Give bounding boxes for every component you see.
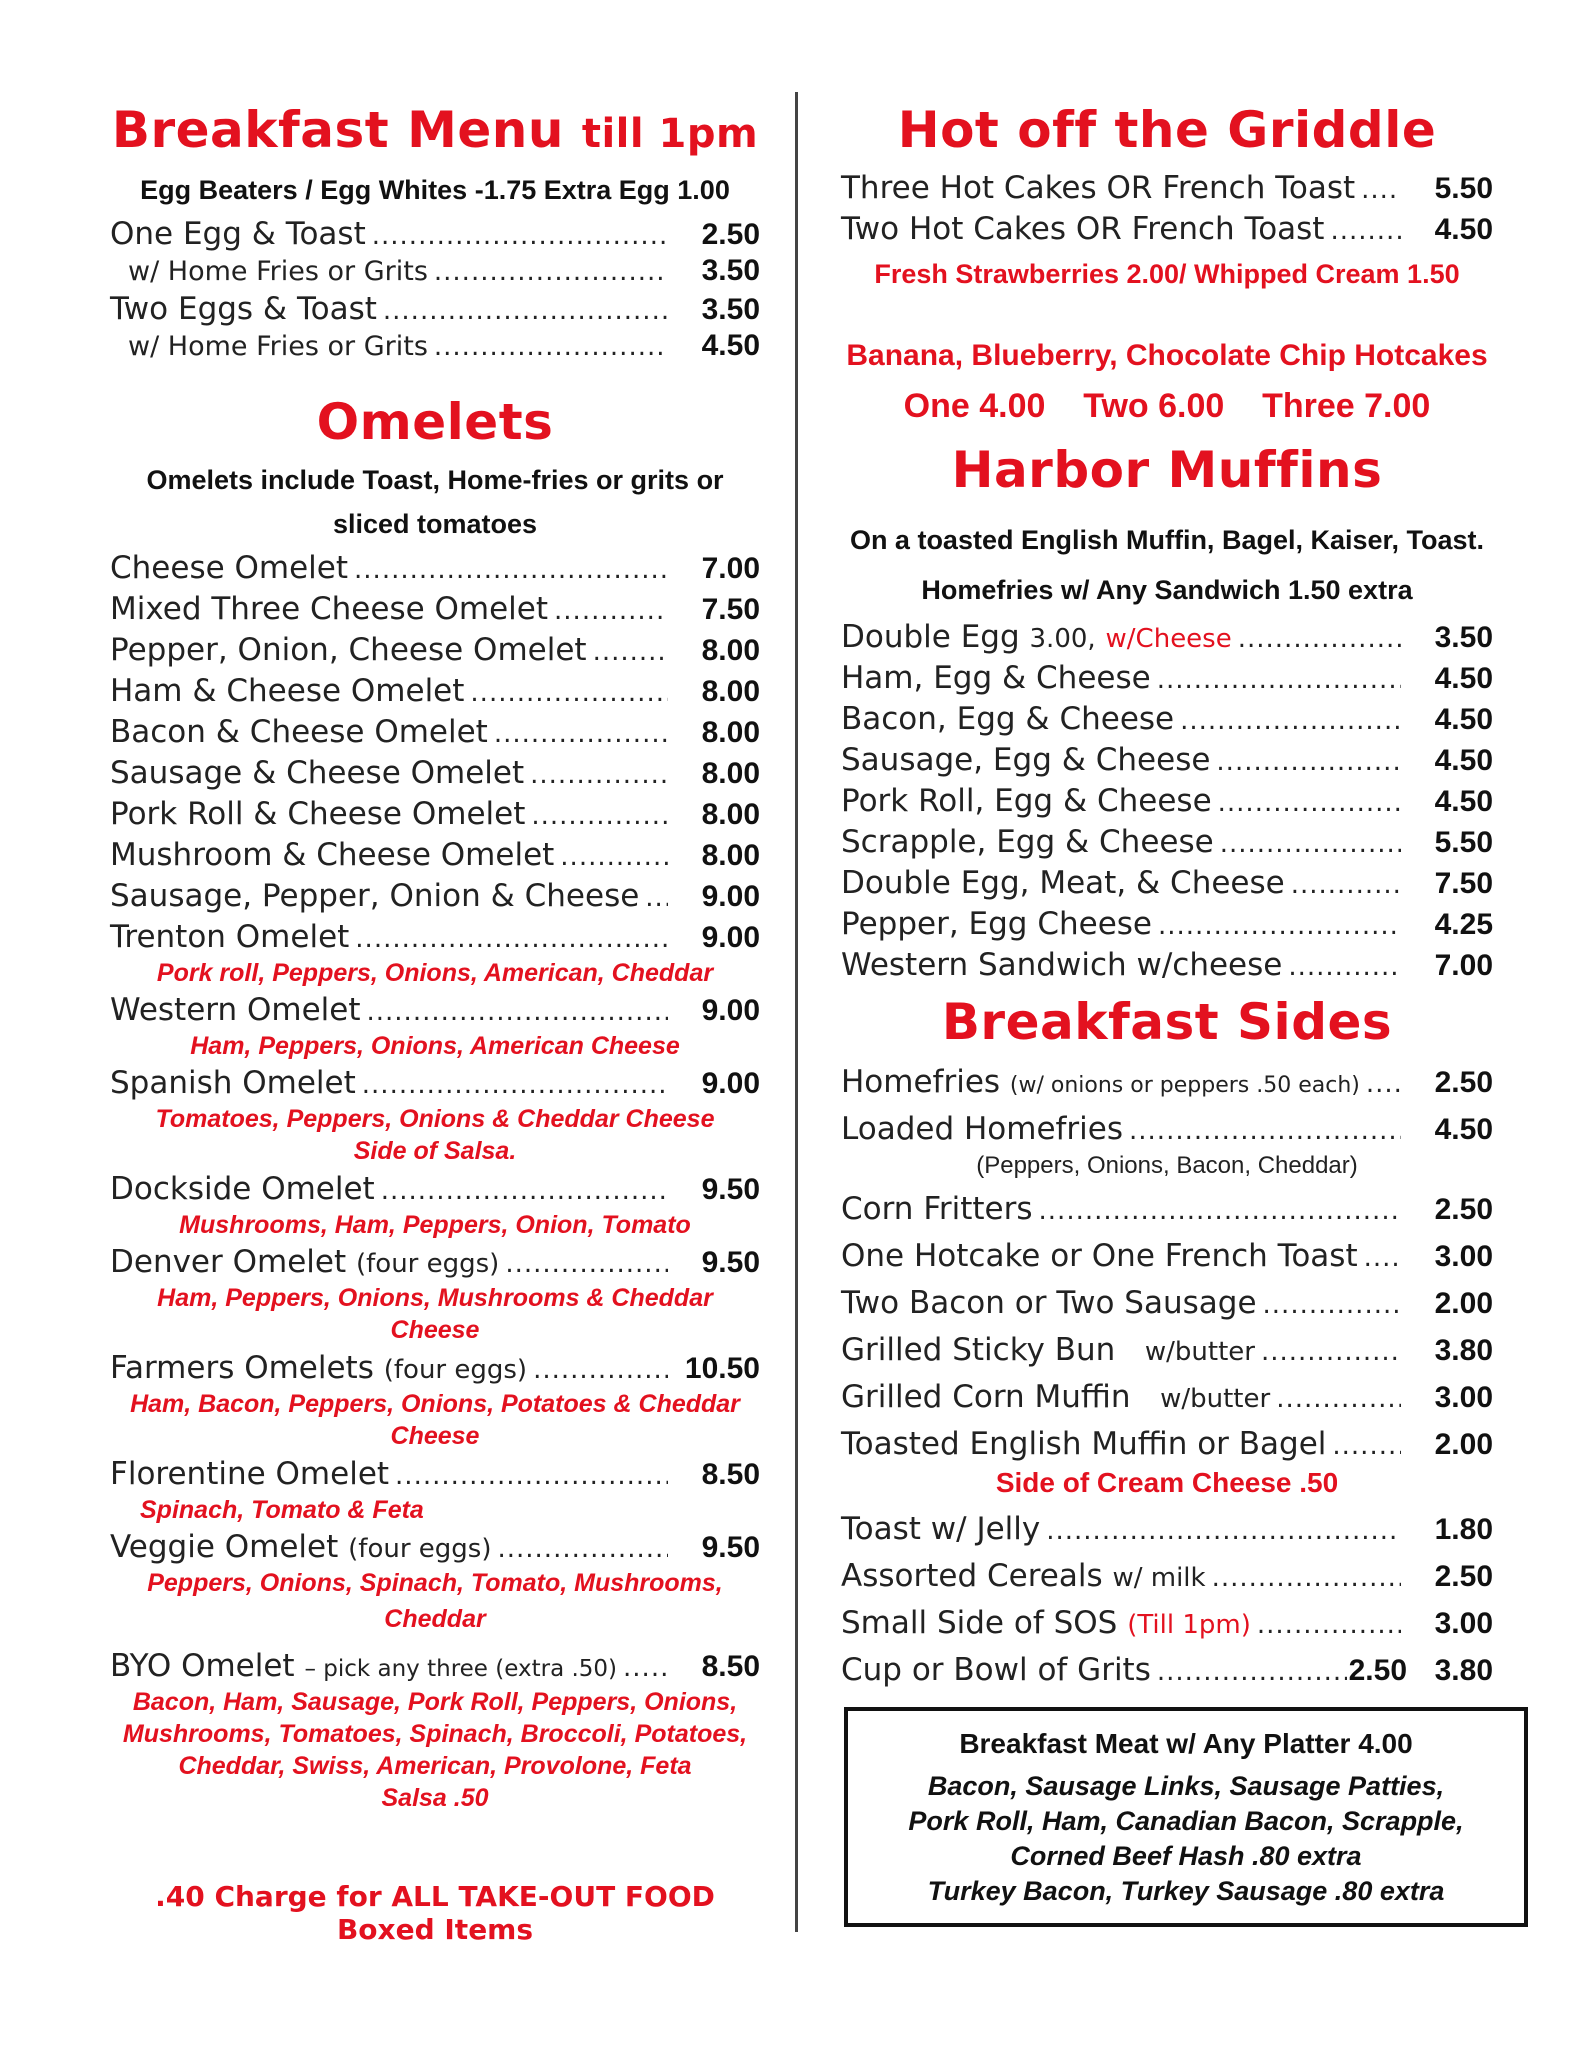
item-description: (Peppers, Onions, Bacon, Cheddar)	[976, 1152, 1358, 1179]
meat-box-title: Breakfast Meat w/ Any Platter 4.00	[959, 1728, 1413, 1759]
menu-item: Pork Roll & Cheese Omelet ..... 8.00	[110, 794, 760, 834]
item-description: Side of Salsa.	[353, 1137, 517, 1165]
menu-item: Ham, Egg & Cheese ..... 4.50	[841, 658, 1493, 698]
takeout-charge-note: .40 Charge for ALL TAKE-OUT FOOD Boxed Items	[155, 1880, 715, 1946]
byo-options: Salsa .50	[381, 1784, 489, 1812]
menu-item: Pork Roll, Egg & Cheese ..... 4.50	[841, 781, 1493, 821]
column-divider	[795, 92, 798, 1932]
menu-item: Bacon, Egg & Cheese ..... 4.50	[841, 699, 1493, 739]
menu-item: Three Hot Cakes OR French Toast ..... 5.50	[841, 168, 1493, 208]
item-description: Pork roll, Peppers, Onions, American, Cheddar	[156, 959, 714, 987]
item-description: Cheese	[390, 1422, 480, 1450]
item-description: Peppers, Onions, Spinach, Tomato, Mushrooms,	[147, 1569, 723, 1597]
menu-item: Cup or Bowl of Grits ..... 2.50 3.80	[841, 1650, 1493, 1690]
menu-item: One Hotcake or One French Toast ..... 3.00	[841, 1236, 1493, 1276]
menu-item: Cheese Omelet ..... 7.00	[110, 548, 760, 588]
item-description: Ham, Peppers, Onions, American Cheese	[190, 1032, 680, 1060]
item-description: Mushrooms, Ham, Peppers, Onion, Tomato	[179, 1211, 691, 1239]
menu-item: Small Side of SOS (Till 1pm) ..... 3.00	[841, 1603, 1493, 1643]
menu-item: w/ Home Fries or Grits ..... 4.50	[110, 326, 760, 366]
menu-item: Loaded Homefries ..... 4.50	[841, 1109, 1493, 1149]
menu-item: Double Egg, Meat, & Cheese ..... 7.50	[841, 863, 1493, 903]
muffins-note: On a toasted English Muffin, Bagel, Kaiser, Toast.	[849, 525, 1485, 555]
menu-item: Dockside Omelet ..... 9.50	[110, 1169, 760, 1209]
breakfast-title-suffix: till 1pm	[581, 111, 759, 157]
breakfast-title: Breakfast Menu	[111, 101, 564, 159]
hotcake-prices: One 4.00 Two 6.00 Three 7.00	[903, 387, 1431, 425]
omelets-note-2: sliced tomatoes	[332, 509, 538, 539]
byo-options: Bacon, Ham, Sausage, Pork Roll, Peppers, Onions,	[132, 1688, 738, 1716]
item-description: Tomatoes, Peppers, Onions & Cheddar Cheese	[155, 1105, 715, 1133]
breakfast-meat-box	[844, 1707, 1528, 1927]
item-description: Spinach, Tomato & Feta	[140, 1496, 424, 1524]
menu-item: Bacon & Cheese Omelet ..... 8.00	[110, 712, 760, 752]
griddle-extras: Fresh Strawberries 2.00/ Whipped Cream 1.50	[874, 259, 1460, 289]
byo-options: Mushrooms, Tomatoes, Spinach, Broccoli, Potatoes,	[122, 1720, 748, 1748]
menu-item: Ham & Cheese Omelet ..... 8.00	[110, 671, 760, 711]
menu-item: Denver Omelet (four eggs) ..... 9.50	[110, 1242, 760, 1282]
breakfast-heading	[110, 100, 760, 164]
menu-item: Farmers Omelets (four eggs) ..... 10.50	[110, 1348, 760, 1388]
omelets-note: Omelets include Toast, Home-fries or grits or	[146, 465, 724, 495]
menu-item: Two Hot Cakes OR French Toast ..... 4.50	[841, 209, 1493, 249]
menu-item: Sausage, Pepper, Onion & Cheese ..... 9.00	[110, 876, 760, 916]
sides-heading: Breakfast Sides	[941, 993, 1393, 1051]
item-description: Cheese	[390, 1316, 480, 1344]
menu-item: Pepper, Egg Cheese ..... 4.25	[841, 904, 1493, 944]
menu-item: Florentine Omelet ..... 8.50	[110, 1454, 760, 1494]
menu-item: Two Bacon or Two Sausage ..... 2.00	[841, 1283, 1493, 1323]
meat-box-line: Pork Roll, Ham, Canadian Bacon, Scrapple,	[908, 1806, 1464, 1836]
menu-item: Veggie Omelet (four eggs) ..... 9.50	[110, 1527, 760, 1567]
menu-item: Sausage & Cheese Omelet ..... 8.00	[110, 753, 760, 793]
omelets-heading: Omelets	[316, 393, 554, 451]
meat-box-line: Corned Beef Hash .80 extra	[1010, 1841, 1362, 1871]
menu-item: Trenton Omelet ..... 9.00	[110, 917, 760, 957]
hotcake-flavors: Banana, Blueberry, Chocolate Chip Hotcakes	[846, 339, 1488, 372]
griddle-heading: Hot off the Griddle	[897, 101, 1437, 159]
byo-options: Cheddar, Swiss, American, Provolone, Feta	[178, 1752, 692, 1780]
menu-item: Sausage, Egg & Cheese ..... 4.50	[841, 740, 1493, 780]
item-description: Ham, Peppers, Onions, Mushrooms & Cheddar	[157, 1284, 713, 1312]
muffins-heading: Harbor Muffins	[951, 441, 1383, 499]
menu-item: Mushroom & Cheese Omelet ..... 8.00	[110, 835, 760, 875]
menu-item: Scrapple, Egg & Cheese ..... 5.50	[841, 822, 1493, 862]
menu-item: Toasted English Muffin or Bagel ..... 2.00	[841, 1424, 1493, 1464]
meat-box-line: Bacon, Sausage Links, Sausage Patties,	[927, 1771, 1445, 1801]
menu-item: Two Eggs & Toast ..... 3.50	[110, 289, 760, 329]
cream-cheese-note: Side of Cream Cheese .50	[995, 1467, 1339, 1498]
item-description: Ham, Bacon, Peppers, Onions, Potatoes & Cheddar	[130, 1390, 740, 1418]
menu-item: Grilled Sticky Bun w/butter ..... 3.80	[841, 1330, 1493, 1370]
menu-item: Western Sandwich w/cheese ..... 7.00	[841, 945, 1493, 985]
menu-item: One Egg & Toast ..... 2.50	[110, 214, 760, 254]
menu-item: Grilled Corn Muffin w/butter ..... 3.00	[841, 1377, 1493, 1417]
menu-item: Assorted Cereals w/ milk ..... 2.50	[841, 1556, 1493, 1596]
menu-item: Pepper, Onion, Cheese Omelet ..... 8.00	[110, 630, 760, 670]
menu-item: Double Egg 3.00, w/Cheese ..... 3.50	[841, 617, 1493, 657]
menu-item: Homefries (w/ onions or peppers .50 each) ..... 2.50	[841, 1062, 1493, 1102]
egg-beaters-note: Egg Beaters / Egg Whites -1.75 Extra Egg 1.00	[140, 175, 730, 205]
menu-item: w/ Home Fries or Grits ..... 3.50	[110, 251, 760, 291]
item-description: Cheddar	[384, 1605, 486, 1633]
menu-item: BYO Omelet – pick any three (extra .50) ..... 8.50	[110, 1646, 760, 1686]
menu-item: Spanish Omelet ..... 9.00	[110, 1063, 760, 1103]
menu-item: Corn Fritters ..... 2.50	[841, 1189, 1493, 1229]
menu-item: Toast w/ Jelly ..... 1.80	[841, 1509, 1493, 1549]
menu-item: Mixed Three Cheese Omelet ..... 7.50	[110, 589, 760, 629]
meat-box-line: Turkey Bacon, Turkey Sausage .80 extra	[927, 1876, 1445, 1906]
muffins-note-2: Homefries w/ Any Sandwich 1.50 extra	[921, 575, 1413, 605]
menu-item: Western Omelet ..... 9.00	[110, 990, 760, 1030]
